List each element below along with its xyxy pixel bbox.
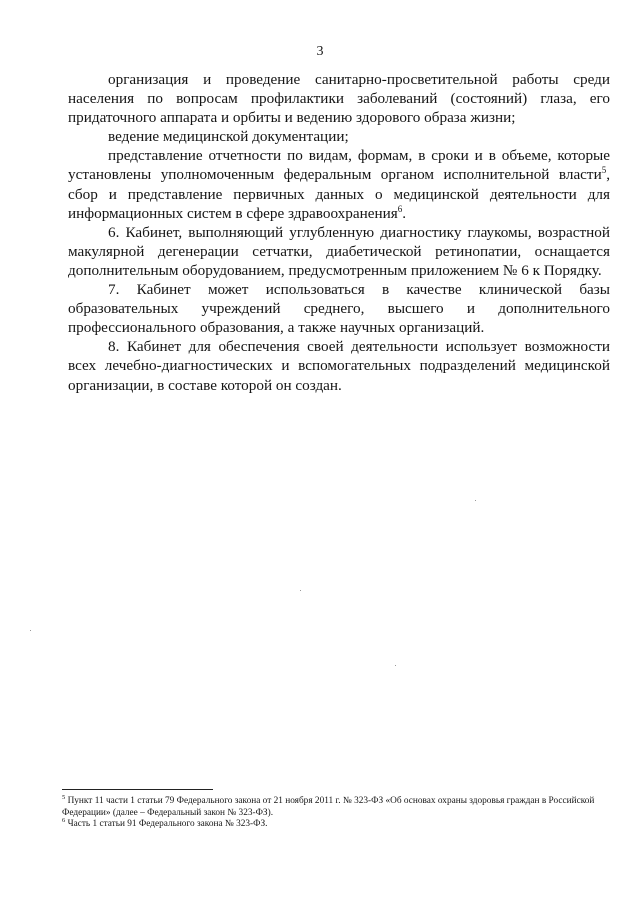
footnote-6 (62, 816, 610, 831)
paragraph-reporting-text-middle: , сбор и представление первичных данных о медицинской деятельности для информационных систем в сфере здравоохранения (68, 166, 610, 222)
paragraph-medical-records: ведение медицинской документации; (108, 128, 349, 146)
footnote-6-text: Часть 1 статьи 91 Федерального закона № 323-ФЗ. (65, 819, 268, 829)
footnote-separator (62, 789, 213, 790)
paragraph-item-6: 6. Кабинет, выполняющий углубленную диагностику глаукомы, возрастной макулярной дегенерации сетчатки, диабетической ретинопатии, оснащается дополнительным оборудованием, предусмотренным приложением № 6 к Порядку. (68, 223, 610, 279)
scan-speck (475, 500, 476, 501)
footnote-5-mark: 5 (62, 793, 66, 801)
paragraph-item-7: 7. Кабинет может использоваться в качестве клинической базы образовательных учреждений среднего, высшего и дополнительного профессионального образования, а также научных организаций. (68, 281, 610, 337)
footnotes-section (62, 793, 610, 831)
footnote-5 (62, 793, 610, 819)
footnote-5-text: Пункт 11 части 1 статьи 79 Федерального закона от 21 ноября 2011 г. № 323-ФЗ «Об основах охраны здоровья граждан в Российской Федерации» (далее – Федеральный закон № 323-ФЗ). (62, 796, 595, 818)
footnote-6-mark: 6 (62, 816, 66, 824)
paragraph-item-8: 8. Кабинет для обеспечения своей деятельности использует возможности всех лечебно-диагностических и вспомогательных подразделений медицинской организации, в составе которой он создан. (68, 338, 610, 394)
page-number: 3 (316, 44, 324, 59)
paragraph-reporting-text-end: . (402, 204, 407, 222)
paragraph-reporting (68, 146, 610, 222)
footnote-reference-6[interactable]: 6 (397, 203, 403, 214)
scan-speck (30, 630, 31, 631)
paragraph-health-education: организация и проведение санитарно-просветительной работы среди населения по вопросам профилактики заболеваний (состояний) глаза, его придаточного аппарата и орбиты и ведению здорового образа жизни; (68, 71, 610, 127)
document-body (68, 70, 610, 395)
scan-speck (300, 590, 301, 591)
scan-speck (395, 665, 396, 666)
footnote-reference-5[interactable]: 5 (601, 165, 607, 176)
paragraph-reporting-text-start: представление отчетности по видам, формам, в сроки и в объеме, которые установлены уполномоченным федеральным органом исполнительной власти (68, 147, 610, 184)
